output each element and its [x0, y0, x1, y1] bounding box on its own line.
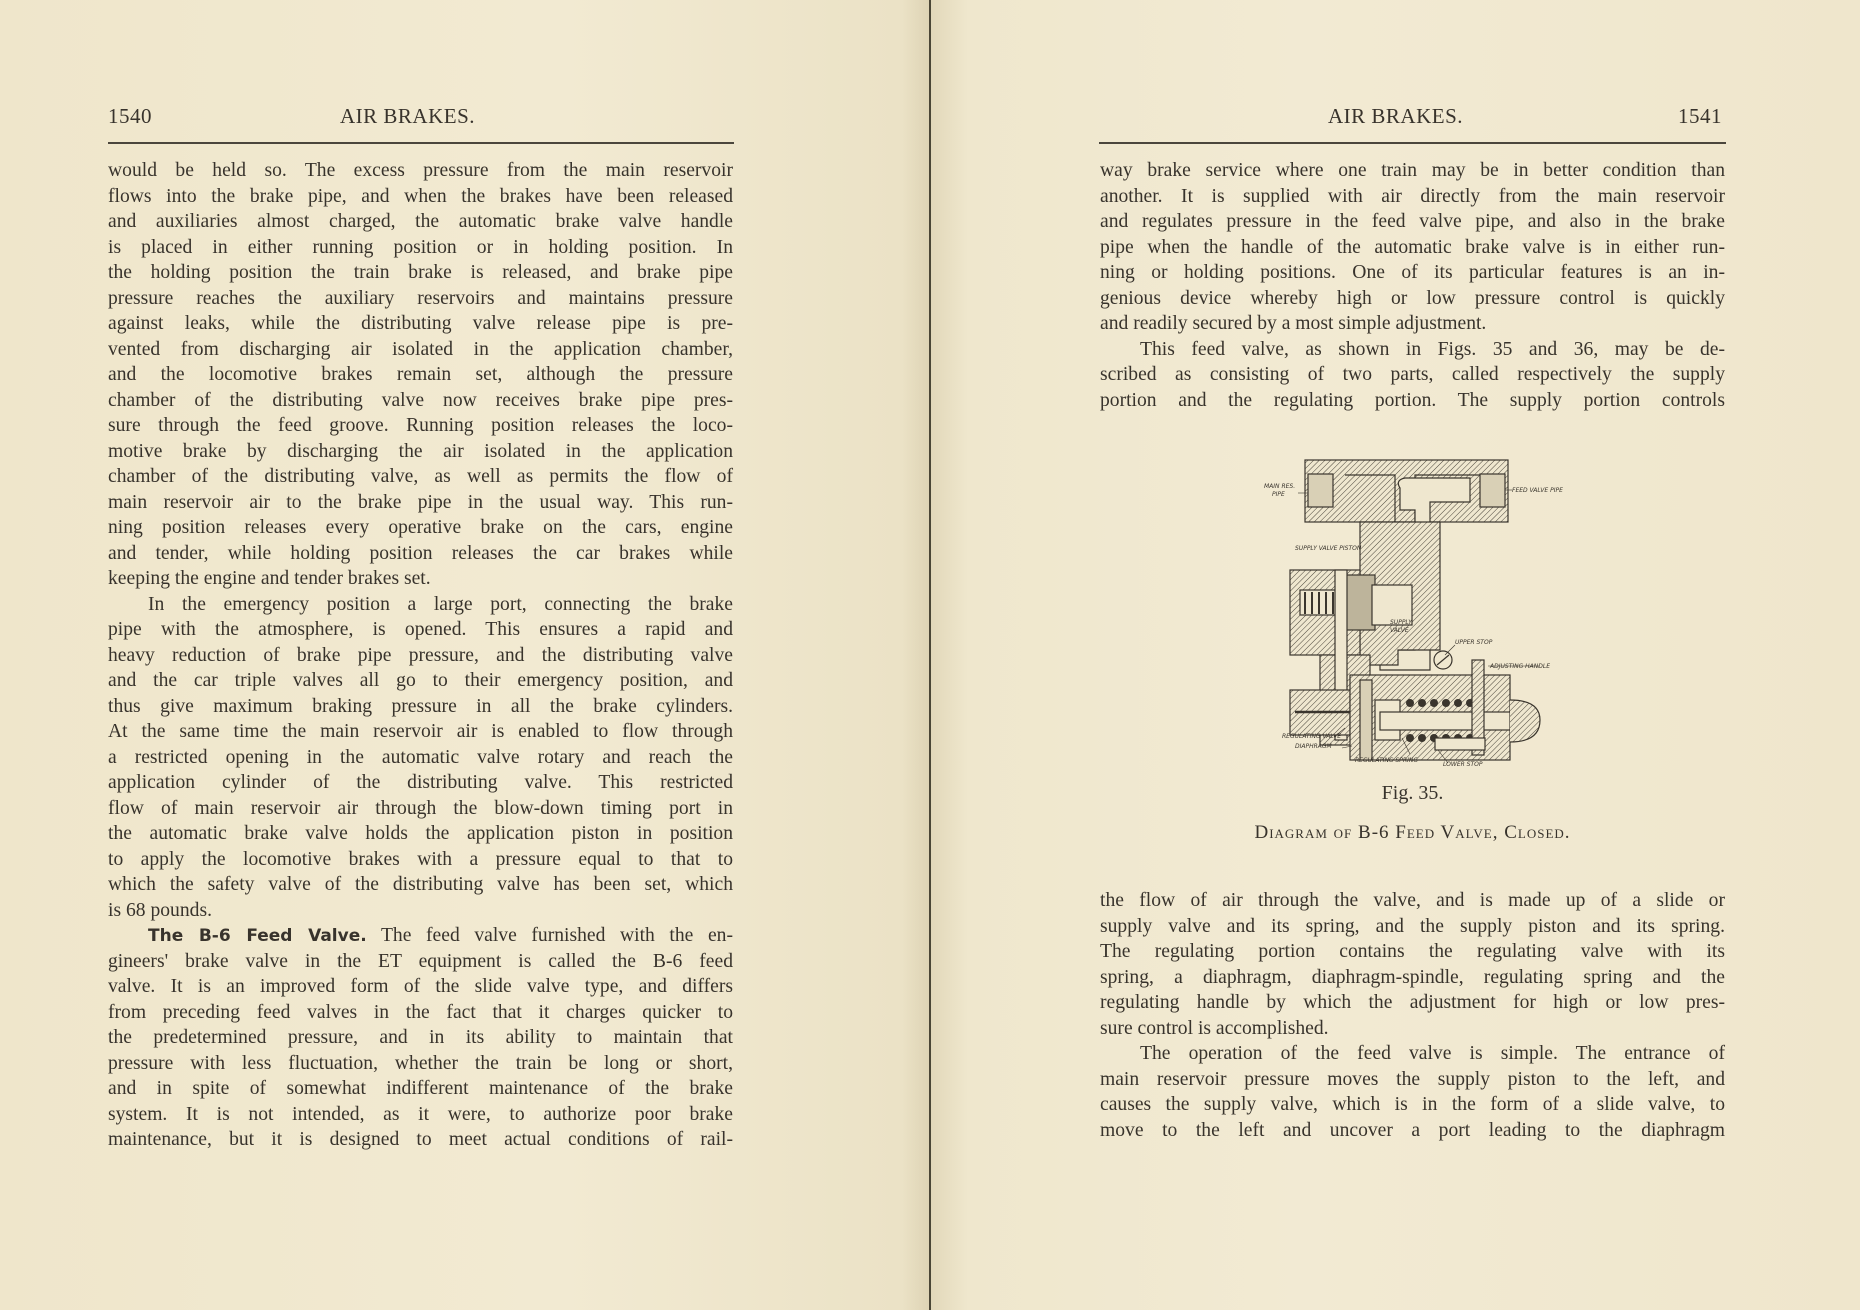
text-line: keeping the engine and tender brakes set. [108, 568, 431, 589]
right-text-column-bottom [1100, 888, 1725, 1143]
text-line: would be held so. The excess pressure from the main reservoir [108, 160, 733, 181]
text-line: pipe when the handle of the automatic brake valve is in either run- [1100, 236, 1725, 258]
text-line: main reservoir pressure moves the supply piston to the left, and [1100, 1068, 1725, 1090]
text-line: At the same time the main reservoir air is enabled to flow through [108, 721, 733, 742]
text-line: thus give maximum braking pressure in all the brake cylinders. [108, 695, 733, 717]
text-line: portion and the regulating portion. The supply portion controls [1100, 389, 1725, 411]
text-line [108, 923, 733, 949]
text-line: In the emergency position a large port, connecting the brake [148, 593, 733, 615]
text-line: the automatic brake valve holds the application piston in position [108, 823, 733, 844]
right-text-column-top [1100, 158, 1725, 413]
text-line: The regulating portion contains the regulating valve with its [1100, 941, 1725, 962]
running-head: AIR BRAKES. [1328, 104, 1464, 128]
text-line: chamber of the distributing valve now receives brake pipe pres- [108, 389, 733, 411]
text-line: genious device whereby high or low pressure control is quickly [1100, 287, 1725, 309]
label-main-res-pipe: PIPE [1272, 491, 1285, 498]
text-line: motive brake by discharging the air isolated in the application [108, 440, 733, 462]
text-line: gineers' brake valve in the ET equipment is called the B-6 feed [108, 950, 733, 972]
text-line: ning position releases every operative brake on the cars, engine [108, 517, 733, 538]
text-line: the holding position the train brake is released, and brake pipe [108, 262, 733, 283]
text-line: against leaks, while the distributing valve release pipe is pre- [108, 313, 733, 334]
text-line: This feed valve, as shown in Figs. 35 and 36, may be de- [1140, 338, 1725, 360]
text-line: The operation of the feed valve is simple. The entrance of [1140, 1043, 1725, 1064]
text-line: causes the supply valve, which is in the form of a slide valve, to [1100, 1094, 1725, 1115]
text-line: maintenance, but it is designed to meet actual conditions of rail- [108, 1129, 733, 1150]
page-number: 1540 [108, 104, 152, 128]
text-line: and tender, while holding position releases the car brakes while [108, 542, 733, 564]
label-adjusting-handle: ADJUSTING HANDLE [1490, 663, 1551, 670]
header-rule [1099, 142, 1726, 144]
text-line: supply valve and its spring, and the supply piston and its spring. [1100, 915, 1725, 937]
text-line: and in spite of somewhat indifferent maintenance of the brake [108, 1078, 733, 1099]
text-line: and auxiliaries almost charged, the automatic brake valve handle [108, 211, 733, 232]
label-valve: VALVE [1390, 627, 1409, 634]
label-regulating-spring: REGULATING SPRING [1355, 757, 1418, 764]
text-line: the flow of air through the valve, and is made up of a slide or [1100, 890, 1725, 911]
text-line: sure control is accomplished. [1100, 1017, 1329, 1039]
text-line: and the locomotive brakes remain set, although the pressure [108, 364, 733, 385]
text-line: vented from discharging air isolated in the application chamber, [108, 338, 733, 360]
line-text: The feed valve furnished with the en- [366, 925, 733, 946]
page-number: 1541 [1678, 104, 1722, 128]
figure-caption: Diagram of B-6 Feed Valve, Closed. [1254, 822, 1571, 843]
text-line: scribed as consisting of two parts, called respectively the supply [1100, 364, 1725, 385]
label-main-res: MAIN RES. [1264, 483, 1296, 490]
diaphragm-spindle [1380, 712, 1510, 730]
text-line: a restricted opening in the automatic valve rotary and reach the [108, 746, 733, 768]
text-line: move to the left and uncover a port leading to the diaphragm [1100, 1119, 1725, 1141]
text-line: main reservoir air to the brake pipe in the usual way. This run- [108, 491, 733, 513]
adjusting-handle [1510, 700, 1540, 742]
text-line: application cylinder of the distributing valve. This restricted [108, 772, 733, 793]
text-line: pressure with less fluctuation, whether the train be long or short, [108, 1052, 733, 1074]
header-rule [108, 142, 734, 144]
label-feed-valve-pipe: FEED VALVE PIPE [1512, 487, 1563, 494]
text-line: and the car triple valves all go to their emergency position, and [108, 670, 733, 691]
text-line: flows into the brake pipe, and when the brakes have been released [108, 185, 733, 207]
text-line: pipe with the atmosphere, is opened. This ensures a rapid and [108, 619, 733, 640]
text-line: spring, a diaphragm, diaphragm-spindle, regulating spring and the [1100, 966, 1725, 988]
text-line: system. It is not intended, as it were, to authorize poor brake [108, 1103, 733, 1125]
label-supply-valve-piston: SUPPLY VALVE PISTON [1295, 545, 1362, 552]
text-line: the predetermined pressure, and in its ability to maintain that [108, 1027, 733, 1048]
label-regulating-valve: REGULATING VALVE [1282, 733, 1342, 740]
text-line: which the safety valve of the distributing valve has been set, which [108, 874, 733, 895]
running-head: AIR BRAKES. [340, 104, 476, 128]
text-line: is 68 pounds. [108, 899, 212, 921]
text-line: to apply the locomotive brakes with a pressure equal to that to [108, 848, 733, 870]
text-line: and regulates pressure in the feed valve pipe, and also in the brake [1100, 211, 1725, 232]
figure-number: Fig. 35. [1381, 782, 1444, 804]
text-line: pressure reaches the auxiliary reservoirs and maintains pressure [108, 287, 733, 309]
text-line: valve. It is an improved form of the slide valve type, and differs [108, 976, 733, 997]
text-line: flow of main reservoir air through the blow-down timing port in [108, 797, 733, 819]
text-line: ning or holding positions. One of its particular features is an in- [1100, 262, 1725, 283]
text-line: heavy reduction of brake pipe pressure, and the distributing valve [108, 644, 733, 666]
run-in-heading: The B-6 Feed Valve. [148, 926, 367, 946]
label-lower-stop: LOWER STOP [1443, 761, 1483, 768]
text-line: sure through the feed groove. Running position releases the loco- [108, 415, 733, 436]
left-text-column [108, 158, 733, 1153]
text-line: chamber of the distributing valve, as well as permits the flow of [108, 466, 733, 487]
label-supply: SUPPLY [1390, 619, 1412, 626]
text-line: is placed in either running position or in holding position. In [108, 236, 733, 258]
label-upper-stop: UPPER STOP [1455, 639, 1493, 646]
text-line: from preceding feed valves in the fact that it charges quicker to [108, 1001, 733, 1023]
text-line: another. It is supplied with air directly from the main reservoir [1100, 185, 1725, 207]
text-line: way brake service where one train may be in better condition than [1100, 160, 1725, 181]
feed-valve-diagram [1250, 450, 1590, 780]
lower-stop [1435, 738, 1485, 750]
text-line: and readily secured by a most simple adjustment. [1100, 313, 1487, 334]
text-line: regulating handle by which the adjustment for high or low pres- [1100, 992, 1725, 1013]
label-diaphragm: DIAPHRAGM [1295, 743, 1332, 750]
